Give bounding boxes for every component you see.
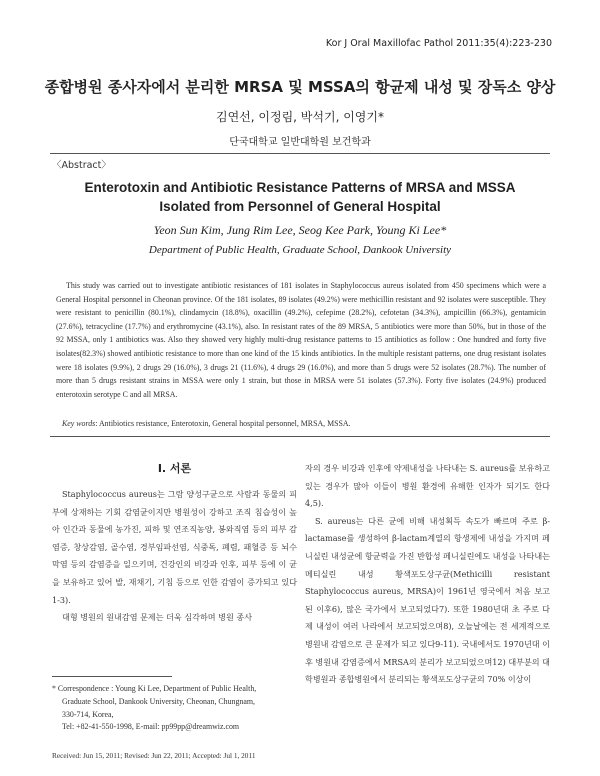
body-paragraph: S. aureus는 다른 균에 비해 내성획득 속도가 빠르며 주로 β-lactamase를 생성하여 β-lactam계열의 항생제에 내성을 가지며 페니실린 내성균에 항균력을 가진 반합성 페니실린에도 내성을 나타내는 메티실린 내성 황색포도상구균(Methicilli resistant Staphylococcus aureus, MRSA)이 1961년 영국에서 처음 보고된 이후6), 많은 국가에서 보고되었다7). 또한 1980년대 초 주로 다제 내성이 여러 나라에서 보고되었으며8), 오늘날에는 전 세계적으로 병원내 감염으로 큰 문제가 되고 있다9-11). 국내에서도 1970년대 이후 병원내 감염증에서 MRSA의 분리가 보고되었으며12) 대부분의 대학병원과 종합병원에서 분리되는 황색포도상구균의 70% 이상이 (305, 515, 550, 685)
abstract-body: This study was carried out to investigate antibiotic resistances of 181 isolates in Staphylococcus aureus isolated from 450 specimens which were a General Hospital personnel in Cheonan province. Of the 181 isolates, 89 isolates (49.2%) were methicillin resistant and 92 isolates were susceptible. They were resistant to penicillin (80.1%), clindamycin (18.8%), oxacillin (49.2%), cefepime (28.2%), cefotetan (34.3%), ampicillin (66.3%), gentamicin (27.6%), tetracycline (17.7%) and erythromycine (43.1%), also. In resistant rates of the 89 MRSA, 5 antibiotics were more than 50%, but in those of the 92 MSSA, only 1 antibiotics was. Also they showed very highly multi-drug resistance patterns to 15 antibiotics as follow : One hundred and forty five isolates(82.3%) showed antibiotic resistance to more than one kind of the 15 kinds antibiotics. In the multiple resistant patterns, one drug resistant isolates were 18 isolates (9.9%), 2 drugs 29 (16.0%), 3 drugs 21 (11.6%), 4 drugs 29 (16.0%), and more than 5 drugs were 52 isolates (28.7%). The number of more than 5 drugs resistant strains in MSSA were only 1 strain, but those in MRSA were 51 isolates (57.3%). Forty five isolates (24.9%) produced enterotoxin serotype C and all MRSA. (56, 281, 546, 399)
journal-header: Kor J Oral Maxillofac Pathol 2011:35(4):223-230 (325, 38, 552, 49)
english-title: Enterotoxin and Antibiotic Resistance Patterns of MRSA and MSSA Isolated from Personnel of General Hospital (84, 180, 516, 214)
korean-affiliation: 단국대학교 일반대학원 보건학과 (229, 137, 371, 148)
keywords-line (62, 419, 351, 428)
english-affiliation: Department of Public Health, Graduate School, Dankook University (148, 244, 452, 256)
footnote-line: Graduate School, Dankook University, Cheonan, Chungnam, (62, 696, 255, 706)
keywords-list: : Antibiotics resistance, Enterotoxin, General hospital personnel, MRSA, MSSA. (95, 419, 351, 428)
received-dates: Received: Jun 15, 2011; Revised: Jun 22, 2011; Accepted: Jul 1, 2011 (52, 751, 256, 760)
correspondence-footnote (52, 683, 297, 734)
footnote-line: Tel: +82-41-550-1998, E-mail: pp99pp@dreamwiz.com (62, 722, 240, 732)
footnote-line: 330-714, Korea, (62, 709, 114, 719)
abstract-label: 〈Abstract〉 (52, 160, 111, 171)
body-paragraph: 대형 병원의 원내감염 문제는 더욱 심각하며 병원 종사 (62, 612, 253, 623)
keywords-label: Key words (62, 419, 96, 428)
korean-authors: 김연선, 이정림, 박석기, 이영기* (216, 110, 384, 124)
korean-title: 종합병원 종사자에서 분리한 MRSA 및 MSSA의 항균제 내성 및 장독소 양상 (44, 78, 556, 96)
body-paragraph: Staphylococcus aureus는 그람 양성구균으로 사람과 동물의 피부에 상재하는 기회 감염균이지만 병원성이 강하고 조직 침습성이 높아 인간과 동물에 농가진, 피하 및 연조직농양, 봉와직염 등의 피부 감염증, 창상감염, 골수염, 경부임파선염, 식중독, 폐렴, 패혈증 등 뇌수막염 등의 감염증을 일으키며, 건강인의 비강과 인후, 피부 등에 이 균을 보유하고 있어 발, 재채기, 기침 등으로 인한 감염이 증가되고 있다1-3). (52, 489, 297, 605)
english-authors: Yeon Sun Kim, Jung Rim Lee, Seog Kee Park, Young Ki Lee* (153, 223, 447, 237)
section-heading-introduction: Ⅰ. 서론 (157, 462, 192, 475)
body-paragraph: 자의 경우 비강과 인후에 약제내성을 나타내는 S. aureus를 보유하고 있는 경우가 많아 이들이 병원 환경에 유해한 인자가 되기도 한다4,5). (305, 463, 550, 509)
footnote-line: * Correspondence : Young Ki Lee, Department of Public Health, (52, 684, 257, 693)
right-column (305, 460, 550, 689)
footnote-rule (52, 676, 172, 677)
top-divider (50, 153, 550, 154)
abstract-divider (50, 436, 550, 437)
left-column (52, 460, 297, 627)
